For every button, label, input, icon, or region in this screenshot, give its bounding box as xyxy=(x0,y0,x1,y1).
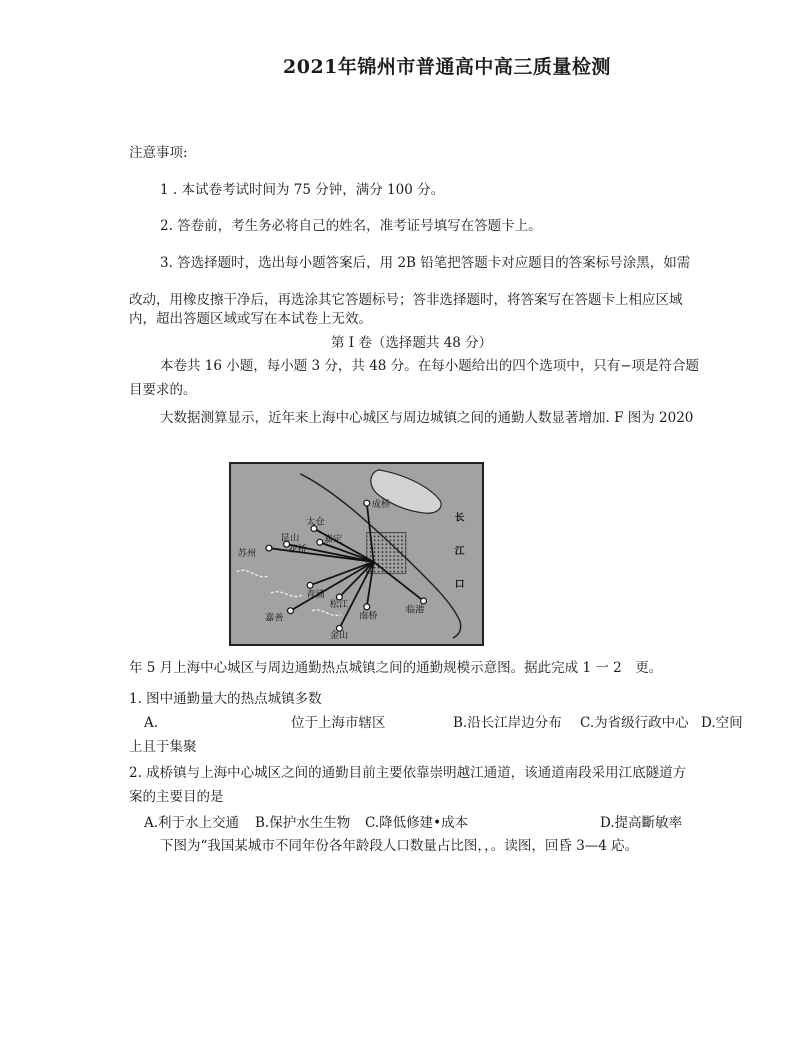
label-chengqiao: 成桥 xyxy=(371,499,391,511)
q2-option-b: B.保护水生生物 xyxy=(255,815,351,831)
notice-item-3-line-3: 内，超出答题区域或写在本试卷上无效。 xyxy=(129,311,372,327)
q2-stem-line-2: 案的主要目的是 xyxy=(129,789,224,805)
label-jinshan: 金山 xyxy=(329,630,349,642)
next-passage: 下图为“我国某城市不同年份各年龄段人口数量占比图，，。读图，回昏 3—4 応。 xyxy=(160,838,639,854)
notice-heading: 注意事项: xyxy=(129,145,188,161)
label-jiading: 嘉定 xyxy=(323,534,343,546)
label-jiashan: 嘉善 xyxy=(265,612,284,624)
label-nanqiao: 南桥 xyxy=(358,610,378,622)
label-taicang: 太仓 xyxy=(306,516,325,528)
passage-line-1: 大数据测算显示，近年来上海中心城区与周边城镇之间的通勤人数显著增加. F 图为 2020 xyxy=(160,410,694,426)
q1-option-a-text: 位于上海市辖区 xyxy=(291,715,386,731)
label-qingpu: 青浦 xyxy=(306,589,325,601)
page-title: 2021年锦州市普通高中高三质量检测 xyxy=(283,56,611,78)
notice-item-3-line-2: 改动，用橡皮擦干净后，再选涂其它答题标号；答非选择题时，将答案写在答题卡上相应区域 xyxy=(129,292,683,308)
q1-option-d-cont: 上且于集聚 xyxy=(129,739,197,755)
q2-option-c: C.降低修建•成本 xyxy=(365,815,469,831)
label-river-3: 口 xyxy=(454,579,465,591)
q2-option-a: A.利于水上交通 xyxy=(144,815,240,831)
notice-item-1: 1 . 本试卷考试时间为 75 分钟，满分 100 分。 xyxy=(160,182,445,198)
label-lingang: 临港 xyxy=(405,604,425,616)
q1-stem: 1. 图中通勤量大的热点城镇多数 xyxy=(129,691,322,707)
q2-option-d: D.提高斷敏率 xyxy=(600,815,683,831)
commute-map xyxy=(229,462,484,646)
section-intro-line-1: 本卷共 16 小题，每小题 3 分，共 48 分。在每小题给出的四个选项中，只有−项是符合题 xyxy=(160,358,700,374)
label-river-2: 江 xyxy=(454,546,465,557)
section-heading: 第 I 卷（选择题共 48 分） xyxy=(331,335,493,351)
q1-option-c: C.为省级行政中心 xyxy=(580,715,689,731)
passage-line-2: 年 5 月上海中心城区与周边通勤热点城镇之间的通勤规模示意图。据此完成 1 一 2 更。 xyxy=(129,660,663,676)
label-suzhou: 苏州 xyxy=(237,547,257,559)
section-intro-line-2: 目要求的。 xyxy=(129,382,197,398)
q1-option-b: B.沿长江岸边分布 xyxy=(453,715,562,731)
notice-item-2: 2. 答卷前，考生务必将自己的姓名，准考证号填写在答题卡上。 xyxy=(160,218,542,234)
q2-stem-line-1: 2. 成桥镇与上海中心城区之间的通勤目前主要依靠崇明越江通道，该通道南段采用江底隧道方 xyxy=(129,765,687,781)
q1-option-a: A. xyxy=(144,715,159,731)
label-river-1: 长 xyxy=(454,512,465,524)
q1-option-d: D.空间 xyxy=(701,715,743,731)
label-huaqiao: 花桥 xyxy=(288,544,308,556)
label-songjiang: 松江 xyxy=(329,598,349,610)
notice-item-3-line-1: 3. 答选择题时，选出每小题答案后，用 2B 铅笔把答题卡对应题目的答案标号涂黑，如需 xyxy=(160,255,691,271)
label-kunshan: 昆山 xyxy=(280,532,300,544)
